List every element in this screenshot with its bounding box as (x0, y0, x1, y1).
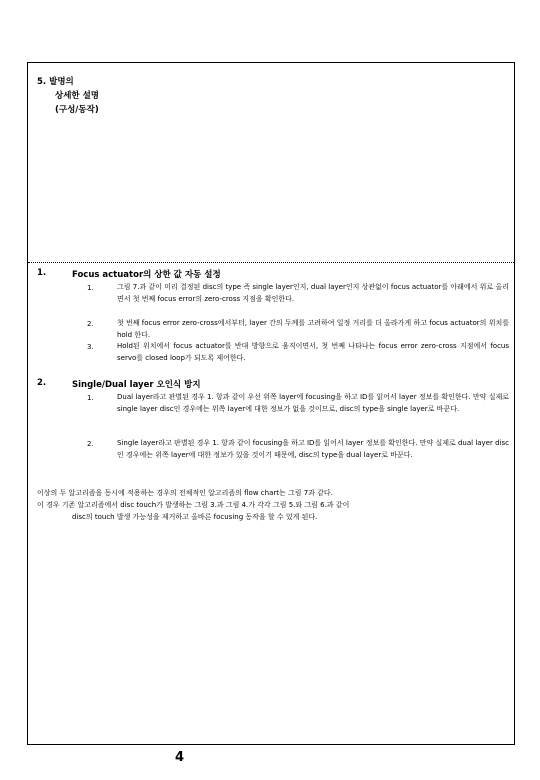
page-number: 4 (175, 750, 185, 765)
section-2-title: Single/Dual layer 오인식 방지 (72, 380, 201, 390)
summary-line-3: disc의 touch 발생 가능성을 제거하고 올바른 focusing 동작을 할 수 있게 된다. (72, 513, 318, 521)
section-1-item-3-number: 3. (87, 343, 94, 351)
section-1-item-2-text: 첫 번째 focus error zero-cross에서부터, layer 간의 두께를 고려하여 일정 거리를 더 올라가게 하고 focus actuator의 위치를 hold 한다. (117, 319, 509, 339)
section-1-item-1-number: 1. (87, 284, 94, 292)
section-1-item-2-number: 2. (87, 320, 94, 328)
section-1-item-1-text: 그림 7.과 같이 미리 결정된 disc의 type 즉 single layer인지, dual layer인지 상관없이 focus actuator를 아래에서 위로 올리면서 첫 번째 focus error의 zero-cross 지점을 확인한다. (117, 283, 509, 303)
section-1-title: Focus actuator의 상한 값 자동 설정 (72, 270, 221, 280)
section-2-item-1-text: Dual layer라고 판별된 경우 1. 항과 같이 우선 위쪽 layer에 focusing을 하고 ID를 읽어서 layer 정보를 확인한다. 만약 실제로 single layer disc인 경우에는 위쪽 layer에 대한 정보가 없을 것이므로, disc의 type을 single layer로 바꾼다. (117, 393, 509, 413)
section-divider (28, 262, 514, 263)
summary-line-1: 이상의 두 알고리즘을 동시에 적용하는 경우의 전체적인 알고리즘의 flow chart는 그림 7과 같다. (37, 489, 333, 497)
section-1-item-3-text: Hold된 위치에서 focus actuator를 반대 방향으로 움직이면서, 첫 번째 나타나는 focus error zero-cross 지점에서 focus servo를 closed loop가 되도록 제어한다. (117, 342, 509, 362)
section-2-item-1-number: 1. (87, 394, 94, 402)
header-line-2: 상세한 설명 (55, 91, 100, 101)
section-1-number: 1. (37, 268, 47, 278)
section-2-item-2-number: 2. (87, 440, 94, 448)
header-line-1: 5. 발명의 (37, 77, 74, 87)
section-2-item-2-text: Single layer라고 판별된 경우 1. 항과 같이 focusing을 하고 ID를 읽어서 layer 정보를 확인한다. 만약 실제로 dual layer disc인 경우에는 위쪽 layer에 대한 정보가 있을 것이기 때문에, disc의 type을 dual layer로 바꾼다. (117, 439, 509, 459)
summary-line-2: 이 경우 기존 알고리즘에서 disc touch가 발생하는 그림 3.과 그림 4.가 각각 그림 5.와 그림 6.과 같이 (37, 501, 350, 509)
section-2-number: 2. (37, 378, 47, 388)
header-line-3: (구성/동작) (55, 105, 99, 115)
